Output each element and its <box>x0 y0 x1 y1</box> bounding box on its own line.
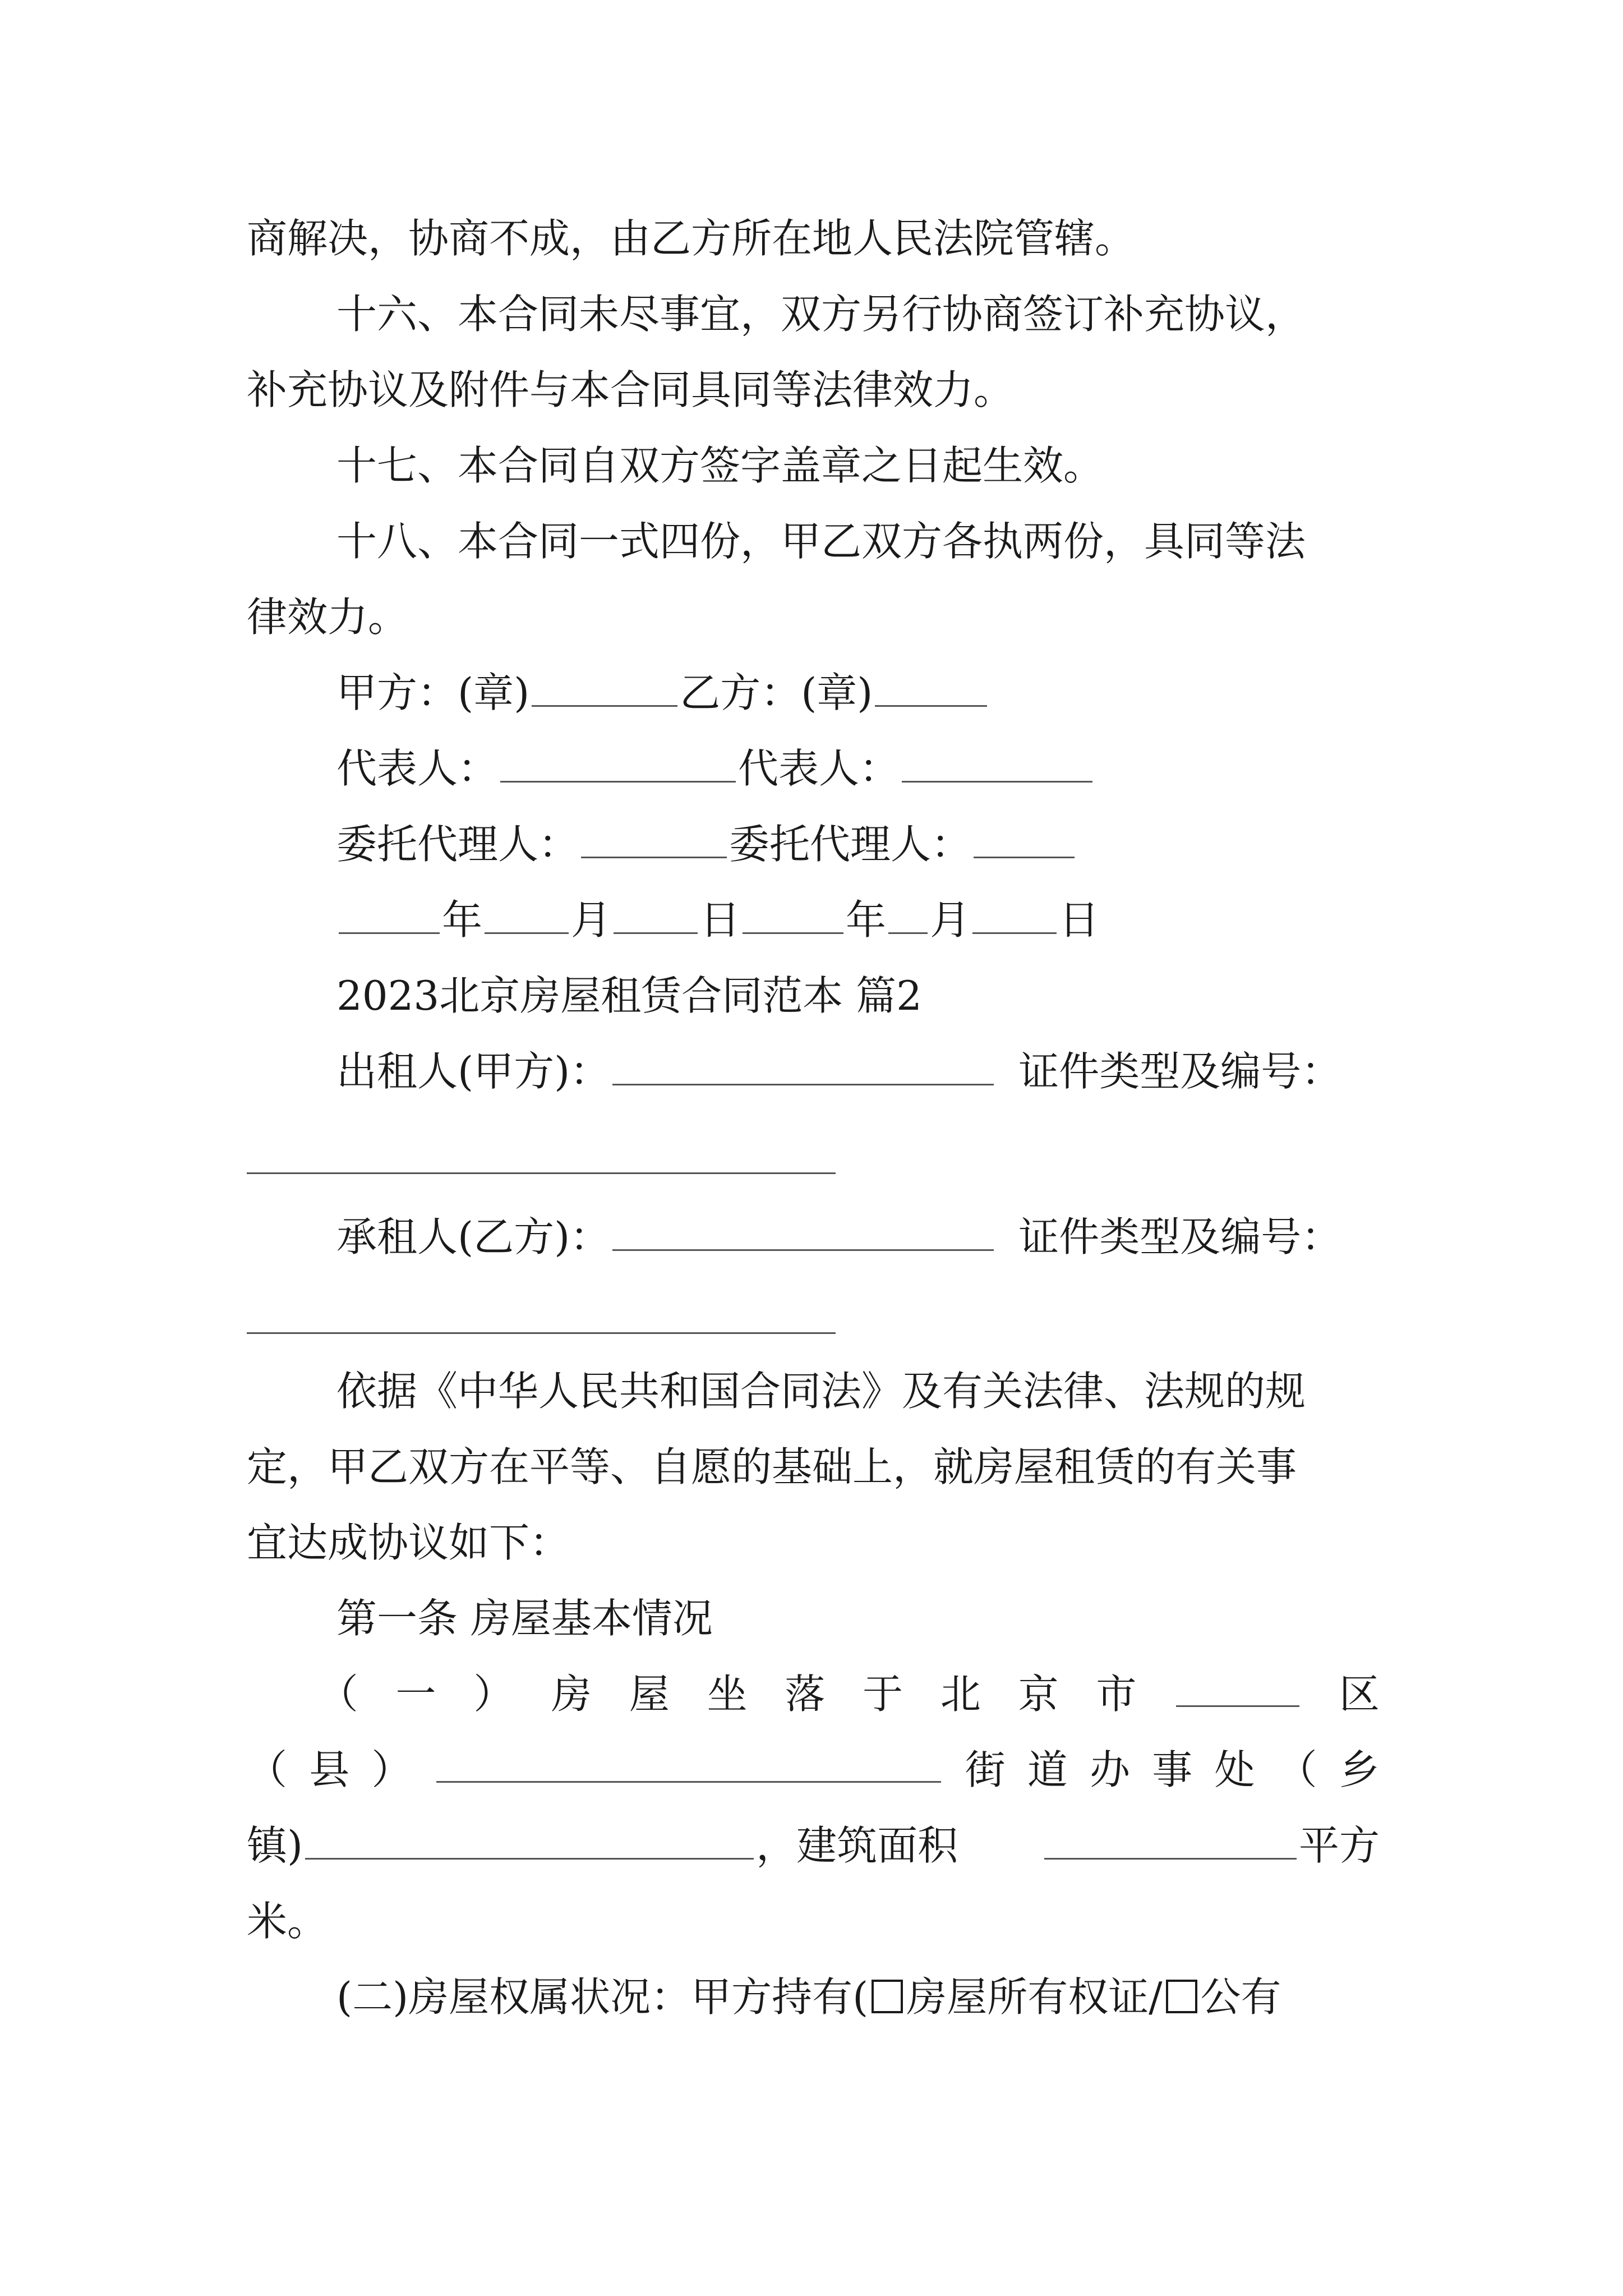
signature-date-line <box>336 892 1099 954</box>
text-line: 补充协议及附件与本合同具同等法律效力。 <box>247 366 1015 413</box>
blank-field <box>612 1045 994 1085</box>
blank-field <box>614 893 698 934</box>
blank-field <box>581 817 727 858</box>
blank-field <box>305 1819 754 1860</box>
text-char: 房 <box>551 1671 592 1718</box>
agent-a-label: 委托代理人： <box>336 821 579 868</box>
text-char: 坐 <box>707 1671 748 1718</box>
blank-field <box>743 893 843 934</box>
article-title: 第一条 房屋基本情况 <box>336 1595 713 1642</box>
town-label: 镇) <box>247 1822 303 1869</box>
text-char: 市 <box>1096 1671 1137 1718</box>
blank-field <box>974 817 1075 858</box>
area-label: ，建筑面积 <box>756 1822 958 1869</box>
blank-field <box>972 893 1057 934</box>
day-label: 日 <box>1059 896 1100 944</box>
text-char: （ <box>1276 1746 1317 1793</box>
rep-a-label: 代表人： <box>336 745 499 792</box>
text-char: （ <box>317 1671 358 1718</box>
ownership-line <box>336 1969 1281 2031</box>
blank-field <box>888 893 928 934</box>
text-char: 处 <box>1214 1746 1255 1793</box>
blank-field <box>436 1742 941 1783</box>
county-spread <box>247 1742 1380 1798</box>
blank-field <box>247 1332 836 1334</box>
year-label: 年 <box>846 896 887 944</box>
ownership-label: (二)房屋权属状况：甲方持有( <box>336 1973 869 2021</box>
party-b-label: 乙方：(章) <box>680 669 873 716</box>
option-label: 公有 <box>1200 1973 1281 2021</box>
blank-field <box>500 742 736 783</box>
town-spread <box>247 1818 1380 1874</box>
blank-field <box>612 1210 994 1251</box>
text-line: 定，甲乙双方在平等、自愿的基础上，就房屋租赁的有关事 <box>247 1443 1297 1490</box>
lessor-label: 出租人(甲方)： <box>336 1048 611 1095</box>
month-label: 月 <box>930 896 971 944</box>
text-char: 事 <box>1152 1746 1193 1793</box>
text-char: 北 <box>940 1671 981 1718</box>
id-type-label: 证件类型及编号： <box>1018 1048 1342 1095</box>
checkbox[interactable] <box>1166 1980 1197 2013</box>
section-title: 2023北京房屋租赁合同范本 篇2 <box>336 972 922 1019</box>
text-char: 屋 <box>629 1671 670 1718</box>
text-line: 十八、本合同一式四份，甲乙双方各执两份，具同等法 <box>336 518 1306 565</box>
rep-b-label: 代表人： <box>738 745 900 792</box>
district-label: 区 <box>1339 1671 1380 1718</box>
day-label: 日 <box>700 896 741 944</box>
text-char: 乡 <box>1339 1746 1380 1793</box>
text-char: 县 <box>309 1746 350 1793</box>
blank-field <box>1176 1666 1299 1707</box>
signature-rep-line <box>336 740 1095 802</box>
blank-field <box>247 1172 836 1174</box>
text-line: 米。 <box>247 1898 328 1945</box>
text-line: 依据《中华人民共和国合同法》及有关法律、法规的规 <box>336 1368 1306 1415</box>
county-line <box>247 1742 1380 1803</box>
blank-field <box>1044 1819 1297 1860</box>
signature-agent-line <box>336 816 1077 878</box>
month-label: 月 <box>571 896 612 944</box>
text-line: 商解决，协商不成，由乙方所在地人民法院管辖。 <box>247 215 1136 262</box>
location-line <box>247 1666 1380 1728</box>
text-line: 律效力。 <box>247 593 409 641</box>
text-char: 街 <box>965 1746 1006 1793</box>
text-char: 道 <box>1027 1746 1068 1793</box>
text-char: （ <box>247 1746 288 1793</box>
blank-field <box>902 742 1092 783</box>
sqm-label: 平方 <box>1298 1822 1380 1869</box>
text-char: ） <box>371 1746 412 1793</box>
location-spread <box>247 1666 1380 1722</box>
lessee-label: 承租人(乙方)： <box>336 1213 611 1260</box>
lessee-line <box>336 1209 1341 1271</box>
text-char: 一 <box>395 1671 436 1718</box>
town-line <box>247 1818 1380 1879</box>
id-type-label: 证件类型及编号： <box>1018 1213 1342 1260</box>
text-char: 于 <box>863 1671 903 1718</box>
signature-party-line <box>336 665 989 726</box>
text-char: 办 <box>1090 1746 1131 1793</box>
year-label: 年 <box>442 896 483 944</box>
text-char: 落 <box>785 1671 826 1718</box>
text-line: 十六、本合同未尽事宜，双方另行协商签订补充协议， <box>336 291 1306 338</box>
checkbox[interactable] <box>872 1980 903 2013</box>
text-line: 宜达成协议如下： <box>247 1519 570 1566</box>
blank-field <box>875 666 987 707</box>
text-char: ） <box>473 1671 514 1718</box>
blank-field <box>339 893 440 934</box>
option-label: 房屋所有权证/ <box>906 1973 1163 2021</box>
blank-field <box>485 893 569 934</box>
agent-b-label: 委托代理人： <box>729 821 972 868</box>
party-a-label: 甲方：(章) <box>336 669 530 716</box>
text-char: 京 <box>1018 1671 1059 1718</box>
lessor-line <box>336 1043 1341 1105</box>
text-line: 十七、本合同自双方签字盖章之日起生效。 <box>336 442 1104 489</box>
blank-field <box>532 666 677 707</box>
